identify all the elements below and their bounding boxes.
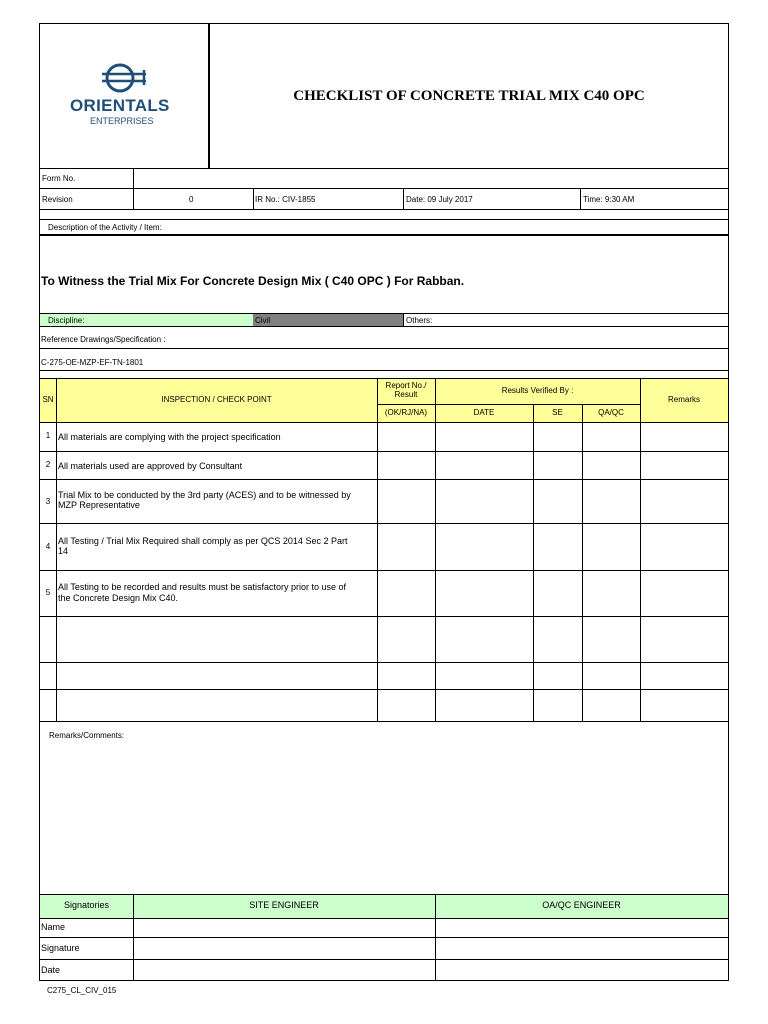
site-engineer-header: SITE ENGINEER — [249, 900, 319, 910]
rule — [40, 188, 728, 189]
rule — [580, 188, 581, 209]
date-header: DATE — [473, 408, 495, 417]
remarks-header: Remarks — [667, 395, 700, 404]
rule — [40, 570, 728, 571]
rule — [40, 959, 728, 960]
discipline-label: Discipline: — [48, 316, 85, 325]
rule — [40, 326, 728, 327]
rule — [56, 378, 57, 721]
sn-header: SN — [42, 395, 54, 404]
form-time: Time: 9:30 AM — [583, 195, 635, 204]
row-sn: 5 — [45, 588, 51, 597]
rule — [253, 188, 254, 209]
rule — [40, 689, 728, 690]
rule — [377, 404, 640, 405]
rule — [435, 378, 436, 721]
rule — [40, 234, 728, 236]
row-checkpoint: All materials used are approved by Consultant — [58, 461, 243, 471]
ir-number: IR No.: CIV-1855 — [255, 195, 316, 204]
rule — [403, 188, 404, 209]
report-header-line2: Result — [394, 390, 418, 399]
rule — [40, 616, 728, 617]
report-subheader: (OK/RJ/NA) — [384, 408, 428, 417]
row-sn: 4 — [45, 542, 51, 551]
rule — [377, 378, 378, 721]
report-header-line1: Report No./ — [385, 381, 427, 390]
name-row-label: Name — [41, 922, 66, 932]
rule — [40, 168, 728, 169]
rule — [40, 378, 728, 379]
rule — [40, 523, 728, 524]
rule — [40, 209, 728, 210]
form-frame — [39, 23, 729, 981]
form-date: Date: 09 July 2017 — [406, 195, 473, 204]
rule — [40, 451, 728, 452]
row-sn: 1 — [45, 431, 51, 440]
activity-description: To Witness the Trial Mix For Concrete Design Mix ( C40 OPC ) For Rabban. — [41, 274, 465, 288]
signature-row-label: Signature — [41, 943, 80, 953]
company-subname: ENTERPRISES — [90, 116, 154, 126]
results-verified-header: Results Verified By : — [501, 386, 574, 395]
row-checkpoint-line1: All Testing / Trial Mix Required shall comply as per QCS 2014 Sec 2 Part — [58, 536, 348, 546]
rule — [40, 422, 728, 423]
activity-label: Description of the Activity / Item: — [48, 223, 162, 232]
row-checkpoint-line1: All Testing to be recorded and results must be satisfactory prior to use of — [58, 582, 346, 592]
rule — [40, 370, 728, 371]
rule — [40, 348, 728, 349]
rule — [40, 937, 728, 938]
rule — [403, 313, 404, 326]
others-label: Others: — [406, 316, 433, 325]
discipline-value: Civil — [255, 316, 271, 325]
revision-label: Revision — [42, 195, 73, 204]
rule — [40, 479, 728, 480]
form-no-label: Form No. — [42, 174, 76, 183]
checkpoint-header: INSPECTION / CHECK POINT — [161, 395, 272, 404]
row-checkpoint-line1: Trial Mix to be conducted by the 3rd party (ACES) and to be witnessed by — [58, 490, 351, 500]
rule — [582, 404, 583, 721]
company-name: ORIENTALS — [70, 96, 170, 115]
rule — [40, 894, 728, 895]
rule — [533, 404, 534, 721]
rule — [40, 219, 728, 220]
row-checkpoint: All materials are complying with the project specification — [58, 432, 281, 442]
qaqc-header: QA/QC — [598, 408, 624, 417]
rule — [640, 378, 641, 721]
signatories-label: Signatories — [63, 900, 110, 910]
reference-label: Reference Drawings/Specification : — [41, 335, 166, 344]
row-checkpoint-line2: the Concrete Design Mix C40. — [58, 593, 179, 603]
rule — [40, 662, 728, 663]
se-header: SE — [552, 408, 563, 417]
rule — [133, 168, 134, 209]
row-checkpoint-line2: 14 — [58, 546, 69, 556]
remarks-comments-label: Remarks/Comments: — [49, 731, 125, 740]
page-title: CHECKLIST OF CONCRETE TRIAL MIX C40 OPC — [293, 88, 645, 104]
rule — [40, 721, 728, 722]
reference-value: C-275-OE-MZP-EF-TN-1801 — [41, 358, 144, 367]
row-sn: 3 — [45, 497, 51, 506]
company-logo — [60, 58, 190, 138]
rule — [40, 918, 728, 919]
footer-code: C275_CL_CIV_015 — [47, 986, 117, 995]
logo-mark-icon — [100, 58, 150, 98]
row-checkpoint-line2: MZP Representative — [58, 500, 140, 510]
rule — [40, 313, 728, 314]
qa-engineer-header: OA/QC ENGINEER — [542, 900, 621, 910]
date-row-label: Date — [41, 965, 61, 975]
row-sn: 2 — [45, 460, 51, 469]
revision-value: 0 — [189, 195, 194, 204]
